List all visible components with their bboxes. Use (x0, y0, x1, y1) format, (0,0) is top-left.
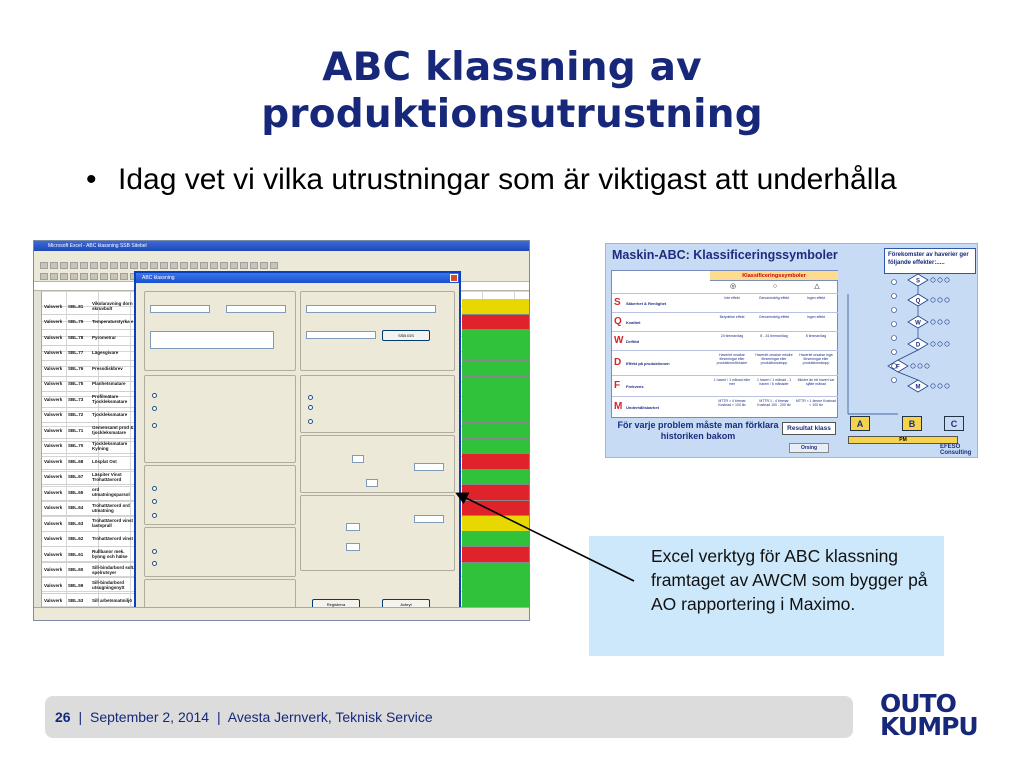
flow-bullet (892, 294, 897, 299)
maskin-row (612, 375, 838, 396)
excel-cell: SBL.64 (68, 505, 84, 511)
dialog-radio-2[interactable] (152, 406, 157, 411)
excel-cell: Valsverk (44, 598, 63, 604)
maskin-cell: Ingen effekt (806, 315, 826, 319)
excel-cell: SBL.68 (68, 458, 84, 464)
excel-grade-strip (462, 470, 530, 486)
dialog-button-ssb[interactable]: SSB IDS (382, 330, 430, 341)
excel-cell: Valsverk (44, 412, 63, 418)
excel-row (42, 547, 139, 563)
maskin-row (612, 331, 838, 350)
maskin-symbol: ◎ (729, 283, 737, 290)
excel-grade-strip (462, 439, 530, 455)
maskin-cell: Genomtvärlig effekt (758, 296, 790, 300)
excel-cell: Pyrometrar (92, 334, 117, 340)
maskin-cell: Haveriet orsakar mindre förseningar eller produktionsstopp (755, 353, 793, 365)
slide-title-line2: produktionsutrustning (261, 92, 763, 137)
dialog-listbox[interactable] (150, 331, 274, 349)
excel-sheet-tabs (34, 607, 529, 620)
maskin-result-button: Resultat klass (782, 422, 836, 435)
slide-title (0, 44, 1024, 138)
dialog-radio-11[interactable] (152, 561, 157, 566)
excel-cell: Profilmätare Tjockleksmatare (92, 394, 128, 405)
excel-grade-strip (462, 501, 530, 517)
excel-cell: Läspiter Vinst Trohattävrord (92, 471, 122, 482)
maskin-cell: 8 timmar/dag (805, 334, 827, 338)
dialog-field-c[interactable] (306, 305, 436, 313)
maskin-cell: Mindre än ett haveri var sjätte månad (797, 378, 835, 386)
excel-grade-strip (462, 532, 530, 548)
footer-org: Avesta Jernverk, Teknisk Service (227, 709, 433, 725)
excel-cell: SBL.79 (68, 319, 84, 325)
excel-grade-strip (462, 315, 530, 331)
excel-row (42, 423, 139, 439)
excel-cell: Valsverk (44, 489, 63, 495)
excel-cell: SBL.77 (68, 350, 84, 356)
dialog-frame-miljo (144, 375, 296, 463)
excel-row (42, 516, 139, 532)
excel-cell: SBL.70 (68, 443, 84, 449)
callout-text: Excel verktyg för ABC klassning framtaget av AWCM som bygger på AO rapportering i Maximo. (651, 546, 928, 614)
maskin-row-label: Kvalitet (626, 319, 641, 325)
excel-right-strips (462, 299, 530, 609)
maskin-row-letter: F (614, 379, 621, 391)
excel-cell: SBL.62 (68, 536, 84, 542)
dialog-radio-6[interactable] (308, 419, 313, 424)
logo-line1: OUTO (880, 689, 956, 718)
excel-row (42, 299, 139, 315)
flow-node-label: Q (915, 298, 921, 305)
excel-cell: Valsverk (44, 303, 63, 309)
flow-connector (898, 350, 918, 360)
excel-cell: SBL.73 (68, 396, 84, 402)
excel-grade-strip (462, 346, 530, 362)
excel-cell: Valsverk (44, 520, 63, 526)
maskin-cell: Haveriet orsakar förseningar eller produktionsförluster (716, 353, 748, 365)
flow-node-d (908, 338, 949, 350)
excel-cell: Sill-bindarbord solt. spelrutsyer (92, 564, 135, 575)
logo-line2: KUMPU (880, 712, 978, 741)
dialog-close-icon[interactable] (450, 274, 458, 282)
excel-cell: Sill-bindarbord utsugningsnytt (92, 580, 125, 591)
excel-cell: Trohattävrord vinst (92, 536, 134, 542)
dialog-field-g[interactable] (414, 463, 444, 471)
excel-cell: Valsverk (44, 536, 63, 542)
maskin-effects-box: Förekomster av haverier ger följande effekter:..... (884, 248, 976, 274)
excel-grade-strip (462, 563, 530, 579)
dialog-frame-produkt (144, 527, 296, 577)
dialog-field-a[interactable] (150, 305, 210, 313)
excel-grade-strip (462, 299, 530, 315)
excel-row (42, 485, 139, 501)
excel-grade-strip (462, 423, 530, 439)
excel-cell: SBL.60 (68, 567, 84, 573)
maskin-orsing-button: Orsing (789, 443, 829, 453)
dialog-frame-sakerhet (144, 465, 296, 525)
maskin-row (612, 312, 838, 331)
footer-separator-2: | (216, 709, 221, 725)
flow-node-q (908, 294, 949, 306)
excel-left-columns (42, 299, 139, 609)
maskin-cell: Ingen effekt (806, 296, 826, 300)
dialog-frame-effekt (300, 375, 455, 433)
excel-cell: SBL.59 (68, 582, 84, 588)
excel-cell: Planhetsmatare (92, 381, 126, 387)
excel-cell: Tjockleksmatare Kylning (92, 440, 128, 451)
flow-bullet (892, 322, 897, 327)
excel-row (42, 439, 139, 455)
excel-cell: SBL.61 (68, 551, 84, 557)
flow-node-m (908, 380, 949, 392)
maskin-class-box: B (902, 416, 922, 431)
excel-cell: SBL.81 (68, 303, 84, 309)
maskin-cell: Betydelse effekt (719, 315, 745, 319)
excel-grade-strip (462, 516, 530, 532)
excel-cell: Valsverk (44, 458, 63, 464)
flow-bullet (892, 364, 897, 369)
excel-row (42, 346, 139, 362)
dialog-frame-underhall (300, 495, 455, 571)
excel-cell: SBL.76 (68, 365, 84, 371)
excel-grade-strip (462, 408, 530, 424)
footer-date: September 2, 2014 (90, 709, 210, 725)
maskin-table-header: Klassificeringssymboler (710, 271, 838, 281)
maskin-logo-text: EFESO Consulting (940, 444, 972, 456)
flow-node-label: D (915, 342, 921, 349)
excel-cell: SBL.71 (68, 427, 84, 433)
dialog-field-e[interactable] (352, 455, 364, 463)
maskin-row (612, 293, 838, 312)
flow-node-label: W (915, 320, 921, 327)
excel-row (42, 377, 139, 393)
excel-cell: Valsverk (44, 582, 63, 588)
dialog-radio-5[interactable] (308, 405, 313, 410)
excel-row (42, 330, 139, 346)
excel-cell: Rullbanor mek. bynng och hälse (92, 549, 128, 560)
dialog-radio-7[interactable] (152, 486, 157, 491)
excel-cell: Valsverk (44, 474, 63, 480)
excel-cell: SBL.72 (68, 412, 84, 418)
excel-cell: Valsverk (44, 350, 63, 356)
excel-grade-strip (462, 547, 530, 563)
dialog-button-avbryt[interactable]: Avbryt (382, 599, 430, 610)
excel-screenshot (33, 240, 530, 621)
flow-bullet (892, 350, 897, 355)
dialog-field-j[interactable] (414, 515, 444, 523)
excel-row (42, 392, 139, 408)
excel-cell: Tjockleksmatare (92, 412, 128, 418)
excel-cell: Valsverk (44, 551, 63, 557)
excel-grade-strip (462, 377, 530, 393)
slide-footer (45, 696, 853, 738)
flow-node-label: M (915, 384, 921, 391)
excel-cell: Vikolaravning dorn skruvbult (92, 301, 133, 312)
excel-cell: Temperaturstyrka e (92, 319, 134, 325)
abc-dialog-title-text: ABC klassning (142, 275, 175, 281)
excel-window-title: Microsoft Excel - ABC klassning SSB Sitebel (34, 241, 529, 251)
maskin-cell: MTTR < 1 timme Kostnad < 100 tkr (796, 399, 836, 407)
flow-node-s (908, 274, 949, 286)
excel-row (42, 532, 139, 548)
excel-cell: Valsverk (44, 365, 63, 371)
excel-cell: Pressdiskbrev (92, 365, 123, 371)
maskin-class-box: C (944, 416, 964, 431)
callout-box (589, 536, 944, 656)
excel-cell: SBL.53 (68, 598, 84, 604)
dialog-field-b[interactable] (226, 305, 286, 313)
excel-grade-strip (462, 330, 530, 346)
maskin-cell: Haveriet orsakar inga förseningar eller produktionsstopp (799, 353, 833, 365)
maskin-row-label: Drifttid (626, 338, 640, 344)
flow-node-label: S (915, 278, 921, 285)
maskin-cell: 1 haveri / 1 månad - 1 haveri / 6 månader (756, 378, 792, 386)
dialog-radio-9[interactable] (152, 513, 157, 518)
maskin-class-box: A (850, 416, 870, 431)
excel-row (42, 470, 139, 486)
excel-grade-strip (462, 578, 530, 594)
maskin-cell: MTTR 1 - 4 timmar Kostnad 100 - 200 tkr (757, 399, 791, 407)
excel-cell: SBL.78 (68, 334, 84, 340)
maskin-cell: 24 timmar/dag (720, 334, 744, 338)
maskin-pm-label: PM (848, 436, 958, 444)
maskin-row-label: Underhållsbarhet (626, 404, 659, 410)
dialog-field-d[interactable] (306, 331, 376, 339)
excel-cell: Trohattävrord vinst lastsprall (92, 518, 134, 529)
flow-bullet (892, 308, 897, 313)
excel-cell: Valsverk (44, 396, 63, 402)
maskin-abc-image (605, 243, 978, 458)
excel-cell: Valsverk (44, 381, 63, 387)
excel-cell: Valsverk (44, 505, 63, 511)
maskin-row-label: Säkerhet & Renlighet (626, 300, 667, 306)
excel-cell: SBL.63 (68, 520, 84, 526)
maskin-symbol: ○ (772, 283, 778, 290)
bullet-dot-icon: • (86, 163, 97, 196)
dialog-field-f[interactable] (366, 479, 378, 487)
flow-bullet (892, 378, 897, 383)
outokumpu-logo (880, 689, 996, 742)
flow-bullet (892, 280, 897, 285)
flow-connector (898, 372, 918, 380)
excel-row-headers (34, 291, 42, 609)
maskin-symbol: △ (814, 283, 820, 290)
excel-row (42, 315, 139, 331)
maskin-cell: Genomtvärlig effekt (758, 315, 790, 319)
excel-cell: Valsverk (44, 319, 63, 325)
excel-cell: Trohattävrord ord utmatning (92, 502, 130, 513)
excel-menubar (34, 251, 529, 260)
excel-cell: Lägesgivare (92, 350, 119, 356)
maskin-row (612, 350, 838, 375)
maskin-row-label: Effekt på produktionen (626, 360, 670, 366)
excel-cell: Valsverk (44, 443, 63, 449)
abc-dialog-title (136, 273, 459, 283)
excel-cell: Gemensamt prod & tjockleksmatare (92, 425, 134, 436)
maskin-row-letter: D (614, 356, 622, 368)
page-number: 26 (55, 709, 71, 725)
slide-title-line1: ABC klassning av (322, 45, 702, 90)
excel-cell: Valsverk (44, 567, 63, 573)
maskin-cell: 8 - 24 timmar/dag (760, 334, 788, 338)
abc-dialog (134, 271, 461, 621)
maskin-row-label: Frekvens (626, 383, 644, 389)
dialog-radio-10[interactable] (152, 549, 157, 554)
dialog-field-h[interactable] (346, 523, 360, 531)
dialog-field-i[interactable] (346, 543, 360, 551)
maskin-table (611, 270, 838, 418)
maskin-row-letter: S (614, 296, 621, 308)
maskin-row-letter: W (614, 334, 624, 346)
excel-row (42, 578, 139, 594)
excel-row (42, 361, 139, 377)
maskin-note: För varje problem måste man förklara historiken bakom (617, 420, 779, 441)
flow-node-w (908, 316, 949, 328)
maskin-cell: MTTR > 4 timmar Kostnad > 100 tkr (718, 399, 746, 407)
excel-row (42, 454, 139, 470)
footer-separator-1: | (78, 709, 83, 725)
dialog-radio-1[interactable] (152, 393, 157, 398)
maskin-cell: Inte effekt (724, 296, 740, 300)
excel-cell: Lösplat Ost (92, 458, 117, 464)
excel-cell: SBL.65 (68, 489, 84, 495)
excel-grade-strip (462, 361, 530, 377)
maskin-title: Maskin-ABC: Klassificeringssymboler (612, 248, 838, 262)
excel-row (42, 501, 139, 517)
excel-cell: Sill arbetsmatmiljö (92, 598, 133, 604)
excel-cell: ord utmatningsparsol (92, 487, 130, 498)
dialog-radio-4[interactable] (308, 395, 313, 400)
excel-row (42, 408, 139, 424)
excel-grade-strip (462, 485, 530, 501)
bullet-text: Idag vet vi vilka utrustningar som är viktigast att underhålla (118, 163, 897, 196)
excel-row (42, 563, 139, 579)
flow-node-label: F (896, 364, 900, 371)
excel-grade-strip (462, 454, 530, 470)
excel-cell: SBL.75 (68, 381, 84, 387)
excel-cell: Valsverk (44, 427, 63, 433)
excel-cell: SBL.67 (68, 474, 84, 480)
maskin-cell: 1 haveri / 1 månad eller mer (713, 378, 751, 386)
dialog-radio-8[interactable] (152, 499, 157, 504)
flow-bullet (892, 336, 897, 341)
excel-grade-strip (462, 392, 530, 408)
dialog-radio-3[interactable] (152, 423, 157, 428)
maskin-row (612, 396, 838, 417)
excel-cell: Valsverk (44, 334, 63, 340)
maskin-row-letter: M (614, 400, 623, 412)
maskin-row-letter: Q (614, 315, 622, 327)
dialog-button-register[interactable]: Registrera (312, 599, 360, 610)
